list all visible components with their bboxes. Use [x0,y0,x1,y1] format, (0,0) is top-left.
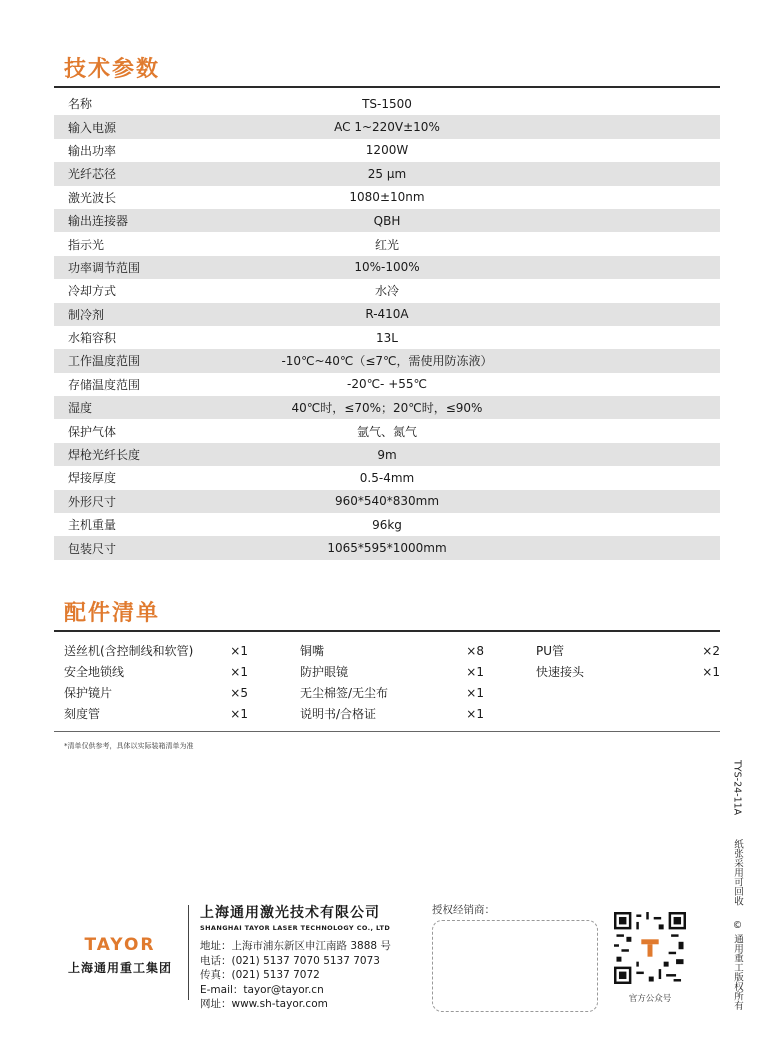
accessory-item [536,661,720,682]
spec-value: QBH [373,213,401,228]
spec-row [54,232,720,255]
spec-value: -20℃- +55℃ [346,377,428,392]
spec-value: 10%-100% [354,260,420,275]
spec-row [54,186,720,209]
accessory-name: 无尘棉签/无尘布 [300,686,389,700]
spec-name: 输入电源 [68,120,117,135]
spec-name: 输出连接器 [68,214,129,229]
spec-row [54,396,720,419]
accessories-column-1 [64,640,248,724]
spec-row [54,326,720,349]
accessories-note: *清单仅供参考，具体以实际装箱清单为准 [64,742,194,750]
spec-row [54,373,720,396]
specs-divider [54,86,720,88]
spec-name: 光纤芯径 [68,167,117,182]
recycle-note: 纸张采用可回收 [732,839,743,906]
spec-name: 焊接厚度 [68,471,117,486]
side-vertical-text [727,760,747,1020]
spec-name: 包装尺寸 [68,541,117,556]
spec-value: 1065*595*1000mm [327,541,447,556]
spec-name: 主机重量 [68,518,117,533]
accessories-column-2 [300,640,484,724]
spec-name: 水箱容积 [68,331,117,346]
accessory-qty: ×1 [230,643,248,658]
accessory-name: 刻度管 [64,707,101,721]
spec-value: 25 μm [367,166,407,181]
spec-row [54,139,720,162]
footer-divider [188,905,189,1000]
accessory-qty: ×1 [230,706,248,721]
spec-value: 1200W [365,143,409,158]
accessories-column-3 [536,640,720,682]
spec-value: 13L [376,330,398,345]
spec-name: 存储温度范围 [68,377,141,392]
company-email: E-mail：tayor@tayor.cn [200,983,324,996]
company-address: 地址：上海市浦东新区申江南路 3888 号 [200,940,391,952]
spec-value: AC 1~220V±10% [334,120,440,135]
spec-row [54,443,720,466]
company-name-cn: 上海通用激光技术有限公司 [200,905,380,921]
spec-row [54,349,720,372]
accessory-item [300,703,484,724]
brand-logo [60,935,180,976]
company-name-en: SHANGHAI TAYOR LASER TECHNOLOGY CO., LTD [200,924,391,932]
spec-row [54,303,720,326]
accessory-name: 安全地锁线 [64,665,125,679]
accessory-item [64,703,248,724]
spec-row [54,536,720,559]
spec-value: 9m [377,447,397,462]
qr-label: 官方公众号 [628,994,672,1004]
accessory-name: 铜嘴 [300,644,325,658]
spec-value: 红光 [374,237,399,252]
company-phone: 电话：(021) 5137 7070 5137 7073 [200,954,380,967]
accessory-item [300,640,484,661]
spec-row [54,256,720,279]
accessory-name: 快速接头 [536,665,585,679]
spec-name: 指示光 [68,237,105,252]
company-website: 网址：www.sh-tayor.com [200,998,328,1011]
spec-row [54,92,720,115]
spec-row [54,419,720,442]
accessory-item [300,661,484,682]
spec-name: 制冷剂 [68,307,105,322]
spec-value: 40℃时，≤70%；20℃时，≤90% [291,401,483,416]
spec-row [54,466,720,489]
contact-block [200,939,391,1012]
accessory-name: 防护眼镜 [300,665,349,679]
accessories-divider [54,630,720,632]
spec-value: 96kg [372,517,402,532]
spec-value: 1080±10nm [349,190,425,205]
qr-code-icon [614,912,686,984]
accessory-qty: ×1 [466,706,484,721]
group-name: 上海通用重工集团 [67,961,172,975]
spec-value: 960*540*830mm [334,494,440,509]
spec-name: 输出功率 [68,143,117,158]
spec-row [54,209,720,232]
company-info [200,902,391,1012]
accessory-item [300,682,484,703]
spec-row [54,513,720,536]
logo-mark: TAYOR [84,935,156,955]
accessory-qty: ×5 [230,685,248,700]
accessory-qty: ×1 [466,664,484,679]
spec-name: 保护气体 [68,424,117,439]
spec-value: -10℃~40℃（≤7℃，需使用防冻液） [281,354,493,369]
accessory-item [64,661,248,682]
spec-name: 工作温度范围 [68,354,141,369]
spec-row [54,279,720,302]
document-code: TYS-24-11A [731,760,743,816]
spec-value: 水冷 [374,284,399,299]
spec-row [54,162,720,185]
spec-name: 功率调节范围 [68,260,141,275]
accessories-bottom-divider [54,731,720,732]
accessory-name: 送丝机(含控制线和软管) [64,644,194,658]
spec-value: 0.5-4mm [359,470,415,485]
accessory-item [536,640,720,661]
accessory-item [64,640,248,661]
spec-name: 湿度 [68,401,93,416]
specs-title: 技术参数 [64,57,161,82]
accessory-qty: ×1 [466,685,484,700]
accessories-title: 配件清单 [64,601,161,626]
spec-name: 焊枪光纤长度 [68,448,141,463]
accessory-name: 说明书/合格证 [300,707,377,721]
accessory-item [64,682,248,703]
spec-row [54,490,720,513]
dealer-stamp-area [432,920,598,1012]
spec-row [54,115,720,138]
accessory-qty: ×2 [702,643,720,658]
spec-name: 名称 [68,97,93,112]
spec-value: R-410A [365,307,409,322]
accessory-name: 保护镜片 [64,686,113,700]
accessory-name: PU管 [536,644,565,658]
spec-name: 外形尺寸 [68,494,117,509]
copyright-note: © 通用重工版权所有 [732,919,743,1010]
spec-value: 氩气、氮气 [356,424,417,439]
accessory-qty: ×1 [230,664,248,679]
spec-name: 激光波长 [68,190,117,205]
company-fax: 传真：(021) 5137 7072 [200,969,320,982]
spec-value: TS-1500 [362,96,412,111]
dealer-label: 授权经销商： [432,904,495,916]
specs-table [54,92,720,560]
accessory-qty: ×1 [702,664,720,679]
accessory-qty: ×8 [466,643,484,658]
spec-name: 冷却方式 [68,284,117,299]
